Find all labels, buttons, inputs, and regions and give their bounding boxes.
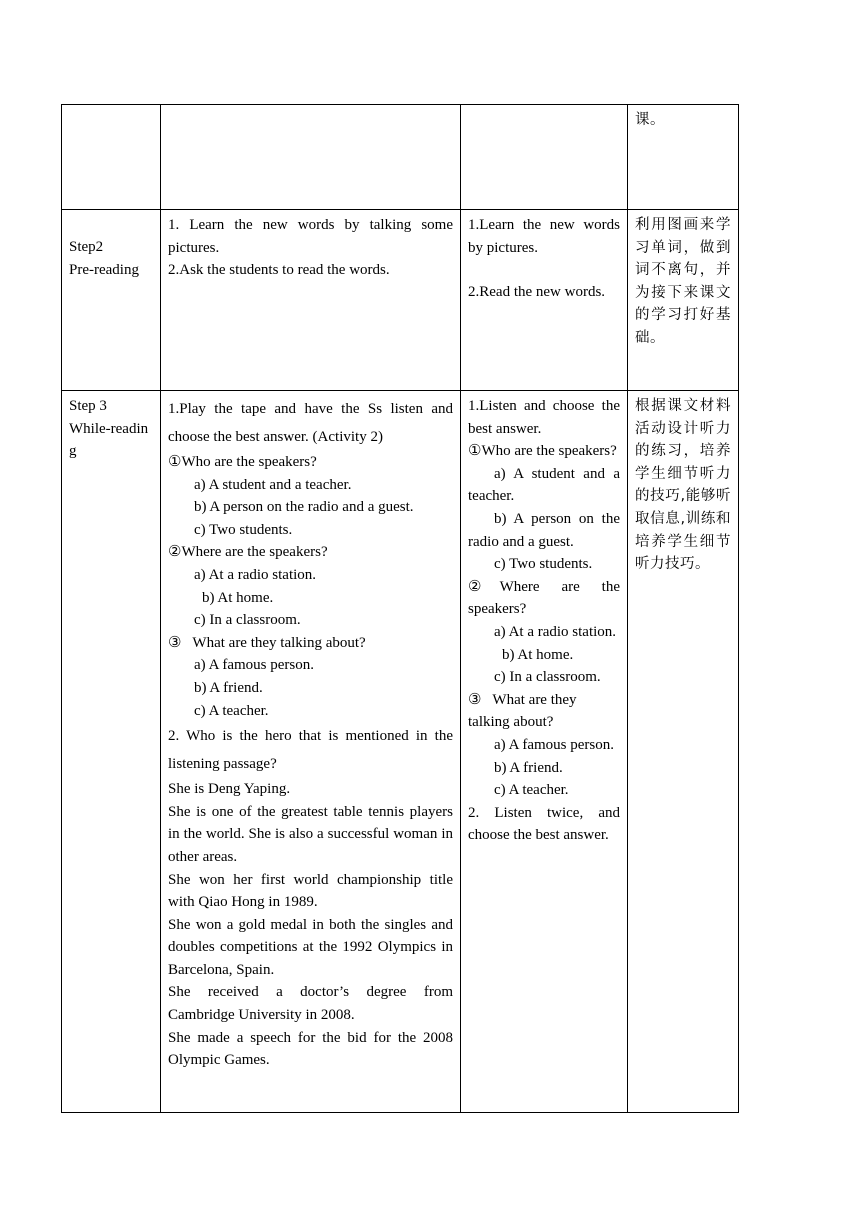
- passage-line: She is one of the greatest table tennis players in the world. She is also a successful woman in other areas.: [168, 803, 457, 865]
- student-activity-cell: [461, 105, 628, 210]
- design-note: 利用图画来学习单词，做到词不离句，并为接下来课文的学习打好基础。: [635, 217, 731, 346]
- question: ①Who are the speakers?: [168, 454, 317, 470]
- design-note-cell: [628, 210, 739, 391]
- question: ③ What are they talking about?: [168, 634, 366, 651]
- option: a) At a radio station.: [194, 566, 317, 583]
- passage-line: She won a gold medal in both the singles and doubles competitions at the 1992 Olympics in Barcelona, Spain.: [168, 916, 457, 978]
- question: ①Who are the speakers?: [468, 443, 617, 460]
- option: a) A student and a teacher.: [194, 476, 352, 493]
- teacher-activity-cell: [161, 210, 461, 391]
- passage-line: She made a speech for the bid for the 2008 Olympic Games.: [168, 1029, 457, 1069]
- teacher-activity-cell: [161, 391, 461, 1113]
- option: c) In a classroom.: [494, 669, 601, 686]
- design-note: 课。: [635, 112, 665, 128]
- option: a) At a radio station.: [494, 623, 617, 640]
- student-activity-cell: [461, 210, 628, 391]
- option: b) A friend.: [194, 679, 263, 696]
- question: ②Where are the speakers?: [168, 544, 328, 561]
- step-label: Step 3: [69, 398, 107, 414]
- table-row: [62, 391, 739, 1113]
- student-step: 2.Read the new words.: [468, 284, 606, 301]
- teacher-intro: 1.Play the tape and have the Ss listen and choose the best answer. (Activity 2): [168, 401, 457, 445]
- teacher-activity-cell: [161, 105, 461, 210]
- step-cell: [62, 105, 161, 210]
- hero-question: 2. Who is the hero that is mentioned in the listening passage?: [168, 728, 457, 773]
- spacer: [468, 259, 620, 281]
- option: b) At home.: [202, 589, 274, 606]
- design-note: 根据课文材料活动设计听力的练习，培养学生细节听力的技巧,能够听取信息,训练和培养学生细节听力技巧。: [635, 398, 731, 573]
- table-row: [62, 105, 739, 210]
- option: b) A person on the radio and a guest.: [468, 510, 624, 550]
- option: c) A teacher.: [194, 702, 269, 719]
- option: b) A person on the radio and a guest.: [194, 499, 414, 516]
- student-step: 1.Learn the new words by pictures.: [468, 217, 624, 256]
- option: c) Two students.: [194, 521, 293, 538]
- option: b) At home.: [502, 646, 574, 663]
- design-note-cell: [628, 391, 739, 1113]
- passage-line: She is Deng Yaping.: [168, 781, 291, 798]
- option: c) In a classroom.: [194, 612, 301, 629]
- option: a) A student and a teacher.: [468, 465, 624, 505]
- teacher-step: 1. Learn the new words by talking some pictures.: [168, 217, 457, 256]
- step-cell: [62, 210, 161, 391]
- lesson-plan-table: [61, 104, 739, 1113]
- step-label: Step2: [69, 239, 104, 255]
- passage-line: She received a doctor’s degree from Cambridge University in 2008.: [168, 984, 457, 1024]
- option: b) A friend.: [494, 759, 563, 776]
- passage-line: She won her first world championship title with Qiao Hong in 1989.: [168, 871, 457, 911]
- stage-label: Pre-reading: [69, 261, 139, 278]
- question: ③ What are they talking about?: [468, 691, 581, 731]
- design-note-cell: [628, 105, 739, 210]
- teacher-step: 2.Ask the students to read the words.: [168, 262, 390, 279]
- stage-label: While-reading: [69, 420, 149, 460]
- option: c) A teacher.: [494, 782, 569, 799]
- option: c) Two students.: [494, 556, 593, 573]
- question: ②Where are the speakers?: [468, 578, 624, 618]
- student-activity-cell: [461, 391, 628, 1113]
- student-task: 2. Listen twice, and choose the best answer.: [468, 804, 624, 844]
- option: a) A famous person.: [194, 657, 314, 674]
- student-intro: 1.Listen and choose the best answer.: [468, 398, 624, 437]
- table-row: [62, 210, 739, 391]
- option: a) A famous person.: [494, 736, 614, 753]
- step-cell: [62, 391, 161, 1113]
